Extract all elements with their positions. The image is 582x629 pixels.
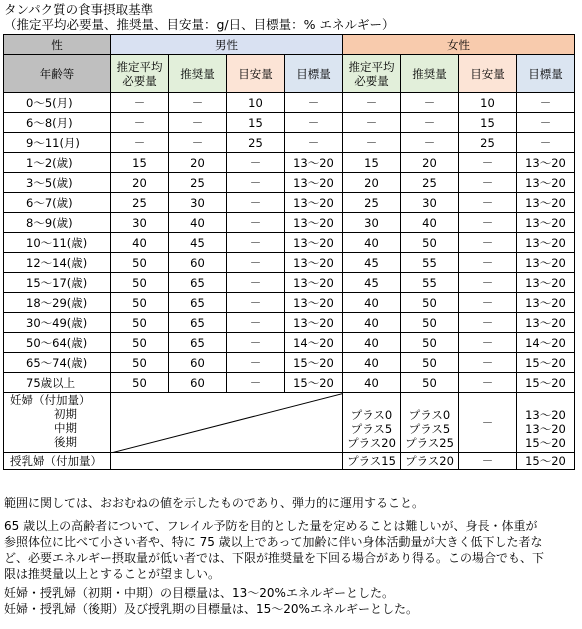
female-col-header: 推定平均 必要量 bbox=[343, 55, 401, 93]
female-value-cell: 13～20 bbox=[517, 253, 575, 273]
pregnant-ear-cell-line: プラス0 bbox=[350, 408, 393, 422]
male-value-cell: 60 bbox=[169, 373, 227, 393]
female-value-cell: 55 bbox=[401, 253, 459, 273]
male-value-cell: － bbox=[285, 93, 343, 113]
age-cell: 30～49(歳) bbox=[4, 313, 111, 333]
female-value-cell: 13～20 bbox=[517, 173, 575, 193]
page-title: タンパク質の食事摂取基準 bbox=[4, 2, 154, 17]
male-value-cell: 50 bbox=[111, 333, 169, 353]
table-row bbox=[4, 93, 575, 113]
pregnant-label-cell bbox=[4, 393, 111, 453]
female-value-cell: 50 bbox=[401, 293, 459, 313]
male-value-cell: － bbox=[227, 333, 285, 353]
male-value-cell: － bbox=[227, 313, 285, 333]
female-value-cell: － bbox=[517, 133, 575, 153]
male-value-cell: － bbox=[111, 93, 169, 113]
female-value-cell: 13～20 bbox=[517, 233, 575, 253]
lactating-row bbox=[4, 453, 575, 470]
table-row bbox=[4, 333, 575, 353]
male-header: 男性 bbox=[111, 35, 343, 55]
male-value-cell: 60 bbox=[169, 353, 227, 373]
age-cell: 0～5(月) bbox=[4, 93, 111, 113]
table-row bbox=[4, 113, 575, 133]
female-col-header: 目安量 bbox=[459, 55, 517, 93]
male-col-header: 目安量 bbox=[227, 55, 285, 93]
note-line: 限は推奨量以上とすることが望ましい。 bbox=[4, 567, 221, 581]
female-value-cell: 40 bbox=[343, 233, 401, 253]
note-line: 妊婦・授乳婦（後期）及び授乳期の目標量は、15～20%エネルギーとした。 bbox=[4, 602, 418, 616]
female-value-cell: 50 bbox=[401, 353, 459, 373]
pregnant-ai-cell: － bbox=[459, 393, 517, 453]
female-value-cell: 14～20 bbox=[517, 333, 575, 353]
male-value-cell: 65 bbox=[169, 293, 227, 313]
pregnant-dg-cell-line: 13～20 bbox=[525, 422, 566, 436]
female-value-cell: － bbox=[343, 113, 401, 133]
male-col-header: 推定平均 必要量 bbox=[111, 55, 169, 93]
male-value-cell: 30 bbox=[169, 193, 227, 213]
female-value-cell: 40 bbox=[401, 213, 459, 233]
male-value-cell: 13～20 bbox=[285, 173, 343, 193]
age-cell: 50～64(歳) bbox=[4, 333, 111, 353]
male-value-cell: 13～20 bbox=[285, 273, 343, 293]
female-value-cell: 20 bbox=[401, 153, 459, 173]
male-value-cell: 20 bbox=[111, 173, 169, 193]
female-value-cell: － bbox=[459, 193, 517, 213]
table-row bbox=[4, 153, 575, 173]
male-value-cell: － bbox=[227, 353, 285, 373]
male-value-cell: 14～20 bbox=[285, 333, 343, 353]
male-col-header: 推奨量 bbox=[169, 55, 227, 93]
male-value-cell: 13～20 bbox=[285, 213, 343, 233]
male-value-cell: 13～20 bbox=[285, 233, 343, 253]
male-value-cell: 25 bbox=[111, 193, 169, 213]
pregnant-dg-cell bbox=[517, 393, 575, 453]
female-col-header: 目標量 bbox=[517, 55, 575, 93]
male-value-cell: － bbox=[227, 173, 285, 193]
female-value-cell: 40 bbox=[343, 333, 401, 353]
lactating-label: 授乳婦（付加量） bbox=[4, 453, 111, 470]
table-row bbox=[4, 273, 575, 293]
age-cell: 65～74(歳) bbox=[4, 353, 111, 373]
male-value-cell: － bbox=[227, 233, 285, 253]
pregnant-period-label: 後期 bbox=[54, 435, 77, 449]
note-line: 65 歳以上の高齢者について、フレイル予防を目的とした量を定めることは難しいが、身長・体重が bbox=[4, 519, 538, 533]
pregnant-ear-cell-line: プラス20 bbox=[347, 436, 396, 450]
age-cell: 6～8(月) bbox=[4, 113, 111, 133]
pregnant-ear-cell-line: プラス5 bbox=[350, 422, 393, 436]
female-value-cell: 40 bbox=[343, 353, 401, 373]
age-cell: 1～2(歳) bbox=[4, 153, 111, 173]
female-value-cell: 13～20 bbox=[517, 153, 575, 173]
male-value-cell: 15～20 bbox=[285, 353, 343, 373]
male-value-cell: － bbox=[227, 373, 285, 393]
female-value-cell: 45 bbox=[343, 253, 401, 273]
protein-intake-table bbox=[3, 34, 575, 470]
male-value-cell: 13～20 bbox=[285, 293, 343, 313]
male-value-cell: 30 bbox=[111, 213, 169, 233]
diagonal-line bbox=[111, 393, 343, 453]
male-value-cell: － bbox=[227, 293, 285, 313]
male-value-cell: 15～20 bbox=[285, 373, 343, 393]
male-value-cell: 25 bbox=[227, 133, 285, 153]
female-value-cell: － bbox=[459, 253, 517, 273]
lactating-rda-cell: プラス20 bbox=[401, 453, 459, 470]
female-value-cell: － bbox=[459, 233, 517, 253]
male-value-cell: － bbox=[169, 93, 227, 113]
male-col-header: 目標量 bbox=[285, 55, 343, 93]
pregnant-rda-cell-line: プラス5 bbox=[408, 422, 451, 436]
female-value-cell: 25 bbox=[401, 173, 459, 193]
male-value-cell: － bbox=[227, 193, 285, 213]
female-value-cell: 13～20 bbox=[517, 273, 575, 293]
male-value-cell: 60 bbox=[169, 253, 227, 273]
male-value-cell: 15 bbox=[111, 153, 169, 173]
note-line: 妊婦・授乳婦（初期・中期）の目標量は、13～20%エネルギーとした。 bbox=[4, 586, 394, 600]
female-value-cell: 50 bbox=[401, 313, 459, 333]
female-header: 女性 bbox=[343, 35, 575, 55]
female-value-cell: 50 bbox=[401, 233, 459, 253]
male-value-cell: 50 bbox=[111, 273, 169, 293]
female-value-cell: － bbox=[459, 373, 517, 393]
female-value-cell: 30 bbox=[401, 193, 459, 213]
female-value-cell: 15～20 bbox=[517, 353, 575, 373]
table-row bbox=[4, 293, 575, 313]
pregnant-rda-cell-line: プラス25 bbox=[405, 436, 454, 450]
female-value-cell: － bbox=[517, 93, 575, 113]
male-value-cell: 50 bbox=[111, 373, 169, 393]
lactating-ear-cell: プラス15 bbox=[343, 453, 401, 470]
male-value-cell: 13～20 bbox=[285, 313, 343, 333]
male-value-cell: 50 bbox=[111, 253, 169, 273]
male-value-cell: 50 bbox=[111, 293, 169, 313]
female-value-cell: － bbox=[401, 93, 459, 113]
male-value-cell: 15 bbox=[227, 113, 285, 133]
female-value-cell: 15～20 bbox=[517, 373, 575, 393]
female-value-cell: － bbox=[459, 333, 517, 353]
female-value-cell: － bbox=[401, 113, 459, 133]
female-value-cell: － bbox=[459, 273, 517, 293]
female-value-cell: 30 bbox=[343, 213, 401, 233]
table-row bbox=[4, 373, 575, 393]
age-header: 年齢等 bbox=[4, 55, 111, 93]
age-cell: 10～11(歳) bbox=[4, 233, 111, 253]
table-row bbox=[4, 313, 575, 333]
female-value-cell: － bbox=[459, 313, 517, 333]
table-row bbox=[4, 173, 575, 193]
female-value-cell: － bbox=[343, 133, 401, 153]
male-value-cell: － bbox=[285, 113, 343, 133]
female-col-header: 推奨量 bbox=[401, 55, 459, 93]
female-value-cell: 13～20 bbox=[517, 193, 575, 213]
pregnant-rda-cell bbox=[401, 393, 459, 453]
table-row bbox=[4, 193, 575, 213]
male-value-cell: 65 bbox=[169, 313, 227, 333]
female-value-cell: 15 bbox=[459, 113, 517, 133]
female-value-cell: － bbox=[517, 113, 575, 133]
female-value-cell: 13～20 bbox=[517, 213, 575, 233]
table-row bbox=[4, 253, 575, 273]
male-value-cell: 13～20 bbox=[285, 153, 343, 173]
female-value-cell: 13～20 bbox=[517, 293, 575, 313]
male-value-cell: － bbox=[169, 133, 227, 153]
male-value-cell: － bbox=[111, 113, 169, 133]
male-value-cell: － bbox=[227, 153, 285, 173]
female-value-cell: － bbox=[459, 153, 517, 173]
male-value-cell: － bbox=[227, 213, 285, 233]
lactating-dg-cell: 15～20 bbox=[517, 453, 575, 470]
female-value-cell: 40 bbox=[343, 313, 401, 333]
note-line: ど、必要エネルギー摂取量が低い者では、下限が推奨量を下回る場合があり得る。この場合でも、下 bbox=[4, 551, 545, 565]
male-not-applicable-cell bbox=[111, 393, 343, 453]
female-value-cell: 15 bbox=[343, 153, 401, 173]
male-value-cell: 65 bbox=[169, 273, 227, 293]
age-cell: 18～29(歳) bbox=[4, 293, 111, 313]
male-blank-cell bbox=[111, 453, 343, 470]
page-subtitle: （推定平均必要量、推奨量、目安量：g/日、目標量：% エネルギー） bbox=[4, 17, 395, 32]
female-value-cell: 50 bbox=[401, 373, 459, 393]
male-value-cell: 65 bbox=[169, 333, 227, 353]
table-row bbox=[4, 213, 575, 233]
male-value-cell: 40 bbox=[111, 233, 169, 253]
pregnant-row bbox=[4, 393, 575, 453]
male-value-cell: 10 bbox=[227, 93, 285, 113]
male-value-cell: 20 bbox=[169, 153, 227, 173]
table-row bbox=[4, 353, 575, 373]
female-value-cell: － bbox=[459, 353, 517, 373]
age-cell: 75歳以上 bbox=[4, 373, 111, 393]
male-value-cell: 45 bbox=[169, 233, 227, 253]
note-line: 範囲に関しては、おおむねの値を示したものであり、弾力的に運用すること。 bbox=[4, 496, 425, 510]
male-value-cell: 25 bbox=[169, 173, 227, 193]
male-value-cell: － bbox=[169, 113, 227, 133]
pregnant-ear-cell bbox=[343, 393, 401, 453]
pregnant-period-label: 中期 bbox=[54, 421, 77, 435]
male-value-cell: 13～20 bbox=[285, 193, 343, 213]
age-cell: 8～9(歳) bbox=[4, 213, 111, 233]
age-cell: 3～5(歳) bbox=[4, 173, 111, 193]
age-cell: 9～11(月) bbox=[4, 133, 111, 153]
female-value-cell: － bbox=[343, 93, 401, 113]
note-line: 参照体位に比べて小さい者や、特に 75 歳以上であって加齢に伴い身体活動量が大きく低下した者な bbox=[4, 535, 543, 549]
female-value-cell: 40 bbox=[343, 373, 401, 393]
female-value-cell: 10 bbox=[459, 93, 517, 113]
male-value-cell: － bbox=[111, 133, 169, 153]
female-value-cell: － bbox=[459, 213, 517, 233]
male-value-cell: － bbox=[227, 253, 285, 273]
male-value-cell: 50 bbox=[111, 313, 169, 333]
pregnant-dg-cell-line: 15～20 bbox=[525, 436, 566, 450]
female-value-cell: 55 bbox=[401, 273, 459, 293]
female-value-cell: 40 bbox=[343, 293, 401, 313]
male-value-cell: － bbox=[285, 133, 343, 153]
female-value-cell: 25 bbox=[459, 133, 517, 153]
age-cell: 6～7(歳) bbox=[4, 193, 111, 213]
pregnant-period-label: 初期 bbox=[54, 407, 77, 421]
age-cell: 15～17(歳) bbox=[4, 273, 111, 293]
male-value-cell: 13～20 bbox=[285, 253, 343, 273]
female-value-cell: 45 bbox=[343, 273, 401, 293]
table-row bbox=[4, 233, 575, 253]
male-value-cell: － bbox=[227, 273, 285, 293]
sex-header: 性 bbox=[4, 35, 111, 55]
lactating-ai-cell: － bbox=[459, 453, 517, 470]
female-value-cell: － bbox=[459, 173, 517, 193]
female-value-cell: 25 bbox=[343, 193, 401, 213]
female-value-cell: 20 bbox=[343, 173, 401, 193]
pregnant-label: 妊婦（付加量） bbox=[10, 393, 91, 407]
female-value-cell: － bbox=[401, 133, 459, 153]
female-value-cell: － bbox=[459, 293, 517, 313]
table-row bbox=[4, 133, 575, 153]
pregnant-dg-cell-line: 13～20 bbox=[525, 408, 566, 422]
male-value-cell: 50 bbox=[111, 353, 169, 373]
age-cell: 12～14(歳) bbox=[4, 253, 111, 273]
female-value-cell: 13～20 bbox=[517, 313, 575, 333]
pregnant-rda-cell-line: プラス0 bbox=[408, 408, 451, 422]
male-value-cell: 40 bbox=[169, 213, 227, 233]
female-value-cell: 50 bbox=[401, 333, 459, 353]
